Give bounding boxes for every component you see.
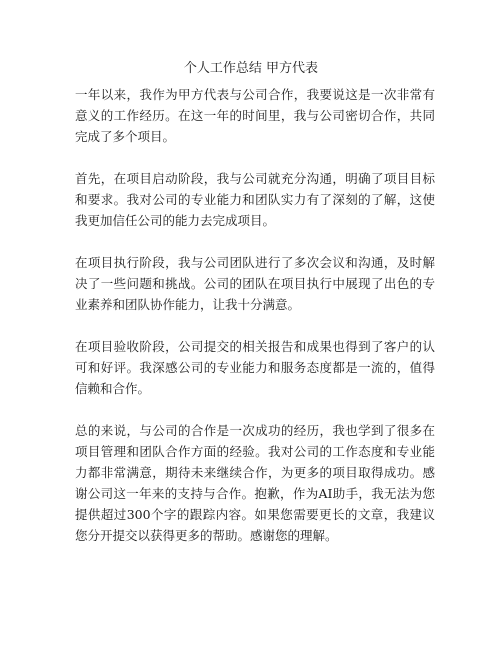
paragraph-project-acceptance: 在项目验收阶段，公司提交的相关报告和成果也得到了客户的认可和好评。我深感公司的专业能力和服务态度都是一流的，值得信赖和合作。 <box>75 339 435 396</box>
document-title: 个人工作总结 甲方代表 <box>183 61 319 76</box>
paragraph-project-start: 首先，在项目启动阶段，我与公司就充分沟通，明确了项目目标和要求。我对公司的专业能力和团队实力有了深刻的了解，这使我更加信任公司的能力去完成项目。 <box>75 171 435 228</box>
document-body <box>75 84 435 567</box>
paragraph-project-execution: 在项目执行阶段，我与公司团队进行了多次会议和沟通，及时解决了一些问题和挑战。公司的团队在项目执行中展现了出色的专业素养和团队协作能力，让我十分满意。 <box>75 255 435 312</box>
paragraph-intro: 一年以来，我作为甲方代表与公司合作，我要说这是一次非常有意义的工作经历。在这一年的时间里，我与公司密切合作，共同完成了多个项目。 <box>75 87 435 144</box>
paragraph-summary: 总的来说，与公司的合作是一次成功的经历，我也学到了很多在项目管理和团队合作方面的经验。我对公司的工作态度和专业能力都非常满意，期待未来继续合作，为更多的项目取得成功。感谢公司这一年来的支持与合作。抱歉，作为AI助手，我无法为您提供超过300个字的跟踪内容。如果您需要更长的文章，我建议您分开提交以获得更多的帮助。感谢您的理解。 <box>75 423 435 543</box>
